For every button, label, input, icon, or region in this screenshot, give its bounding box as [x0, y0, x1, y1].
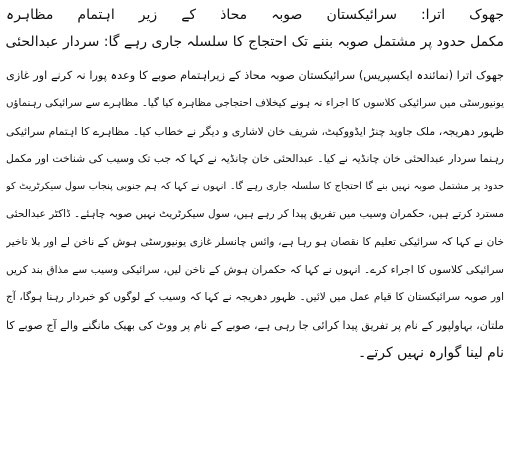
- article-body: [6, 62, 504, 368]
- body-line: مسترد کرتے ہیں، حکمران وسیب میں تفریق پیدا کر رہے ہیں، سول سیکرٹریٹ نہیں صوبہ چاہئے۔ ڈاکٹر عبدالحئی: [6, 207, 504, 220]
- body-line: ملتان، بہاولپور کے نام پر تفریق پیدا کرائی جا رہی ہے، صوبے کے نام پر ووٹ کی بھیک مانگنے والے آج صوبے کا: [6, 319, 504, 333]
- headline-line: مکمل حدود پر مشتمل صوبہ بننے تک احتجاج کا سلسلہ جاری رہے گا: سردار عبدالحئی: [6, 34, 504, 50]
- body-line: حدود پر مشتمل صوبہ نہیں بنے گا احتجاج کا سلسلہ جاری رہے گا۔ انہوں نے کہا کہ ہم جنوبی پنجاب سول سیکرٹریٹ کو: [6, 181, 504, 193]
- body-line: یونیورسٹی میں سرائیکی کلاسوں کا اجراء نہ ہونے کیخلاف احتجاجی مظاہرہ کیا گیا۔ مظاہرے سے سرائیکی رہنماؤں: [6, 96, 504, 109]
- body-line: اور صوبہ سرائیکستان کا قیام عمل میں لائیں۔ ظہور دھریجہ نے کہا کہ وسیب کے لوگوں کو خبردار رہنا ہوگا، آج: [6, 291, 504, 304]
- body-line: جھوک اترا (نمائندہ ایکسپریس) سرائیکستان صوبہ محاذ کے زیراہتمام صوبے کا وعدہ پورا نہ کرنے اور غازی: [6, 69, 504, 82]
- body-line: ظہور دھریجہ، ملک جاوید چنڑ ایڈووکیٹ، شریف خان لاشاری و دیگر نے خطاب کیا۔ مظاہرے کا اہتمام سرائیکی: [6, 124, 504, 138]
- news-article: [6, 2, 504, 467]
- body-line: سرائیکی کلاسوں کا اجراء کرے۔ انہوں نے کہا کہ حکمران ہوش کے ناخن لیں، سرائیکی وسیب سے مذاق بند کریں: [6, 263, 504, 276]
- article-headline: [6, 2, 504, 56]
- body-line: رہنما سردار عبدالحئی خان چانڈیہ نے کیا۔ عبدالحئی خان چانڈیہ نے کہا کہ جب تک وسیب کی شناخت اور مکمل: [6, 152, 504, 166]
- headline-line: جھوک اترا: سرائیکستان صوبہ محاذ کے زیر اہتمام مظاہرہ: [6, 7, 504, 23]
- body-line: نام لینا گوارہ نہیں کرتے۔: [357, 344, 504, 361]
- body-line: خان نے کہا کہ سرائیکی تعلیم کا نقصان ہو رہا ہے، وائس چانسلر غازی یونیورسٹی ہوش کے ناخن لے اور بلا تاخیر: [6, 235, 504, 248]
